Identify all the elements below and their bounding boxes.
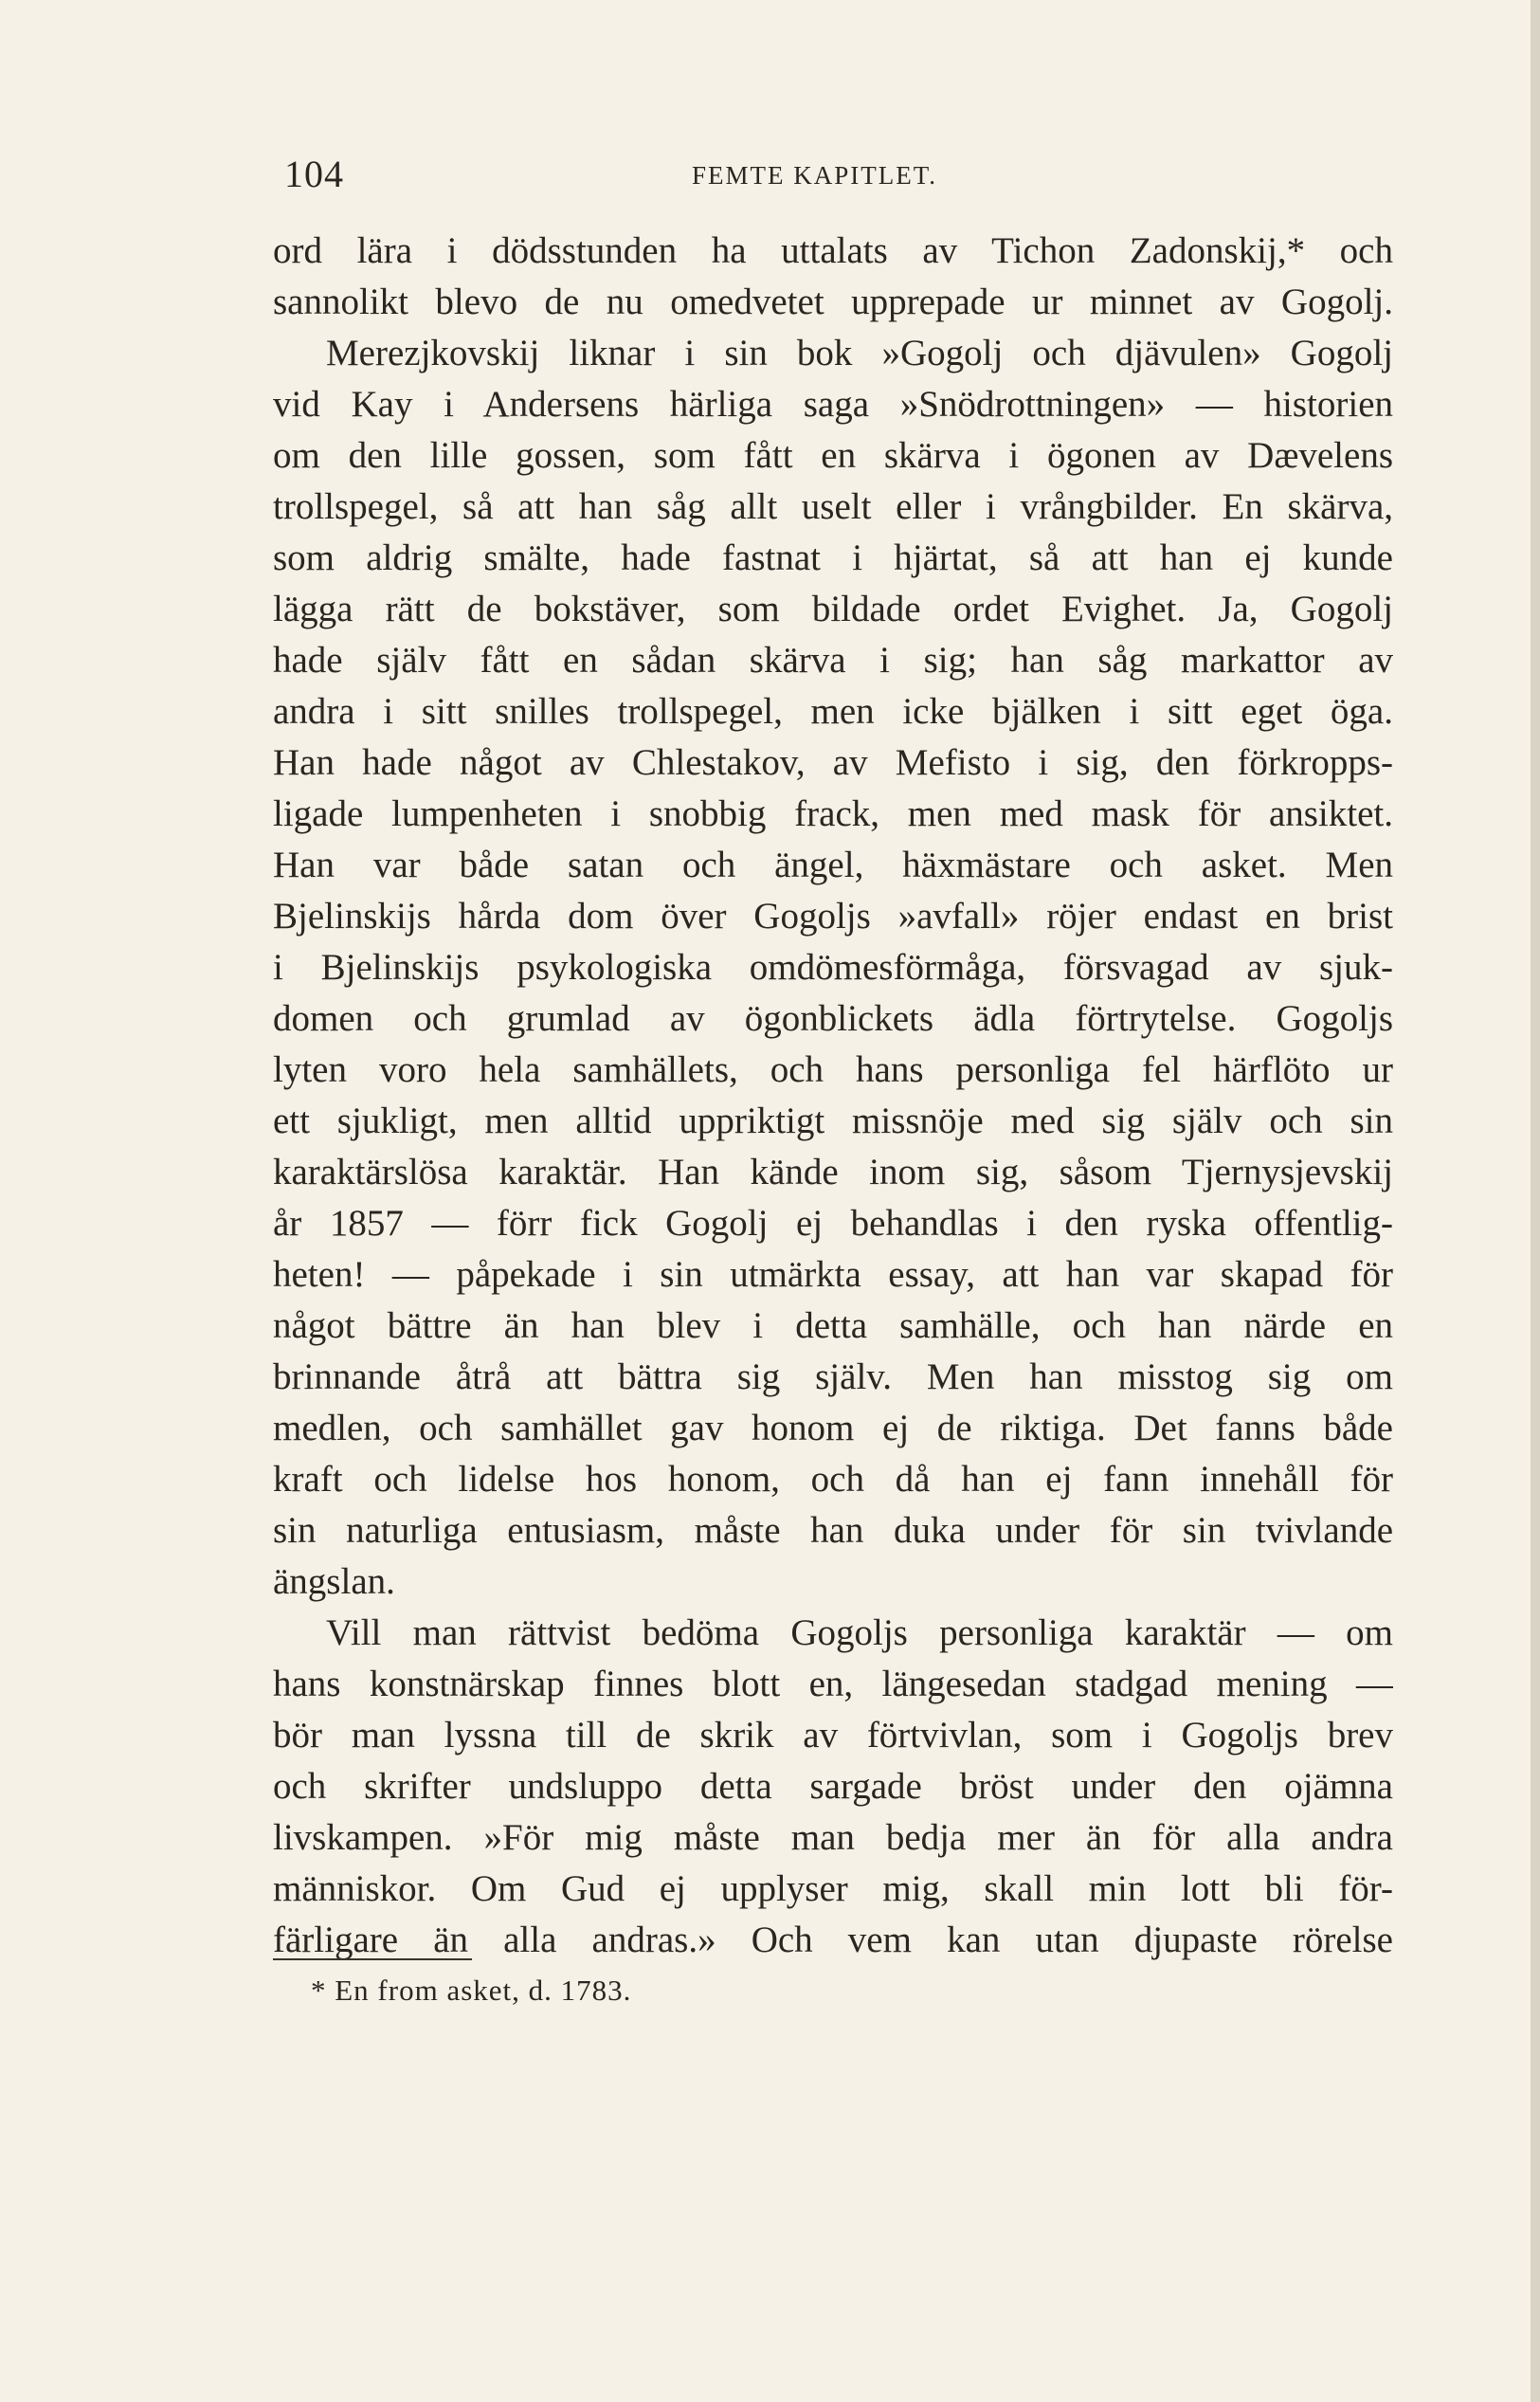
text-line: livskampen. »För mig måste man bedja mer än för alla andra <box>273 1817 1393 1858</box>
text-line: Merezjkovskij liknar i sin bok »Gogolj och djävulen» Gogolj <box>326 333 1393 373</box>
text-line: färligare än alla andras.» Och vem kan utan djupaste rörelse <box>273 1920 1393 1960</box>
text-line: Han var både satan och ängel, häxmästare och asket. Men <box>273 845 1393 885</box>
footnote: * En from asket, d. 1783. <box>311 1974 632 2007</box>
text-line: år 1857 — förr fick Gogolj ej behandlas i den ryska offentlig- <box>273 1203 1393 1244</box>
text-line: hans konstnärskap finnes blott en, längesedan stadgad mening — <box>273 1664 1393 1704</box>
text-line: ligade lumpenheten i snobbig frack, men med mask för ansiktet. <box>273 793 1393 834</box>
text-line: medlen, och samhället gav honom ej de riktiga. Det fanns både <box>273 1408 1393 1448</box>
body-text <box>273 226 1393 1966</box>
text-line: domen och grumlad av ögonblickets ädla förtrytelse. Gogoljs <box>273 998 1393 1039</box>
text-line: andra i sitt snilles trollspegel, men icke bjälken i sitt eget öga. <box>273 691 1393 732</box>
text-line: hade själv fått en sådan skärva i sig; han såg markattor av <box>273 640 1393 681</box>
text-line: som aldrig smälte, hade fastnat i hjärtat, så att han ej kunde <box>273 537 1393 578</box>
page-number: 104 <box>284 153 344 195</box>
text-line: ett sjukligt, men alltid uppriktigt missnöje med sig själv och sin <box>273 1101 1393 1141</box>
text-line: och skrifter undsluppo detta sargade bröst under den ojämna <box>273 1766 1393 1807</box>
text-line: bör man lyssna till de skrik av förtvivlan, som i Gogoljs brev <box>273 1715 1393 1756</box>
page-header <box>284 152 1403 209</box>
text-line: om den lille gossen, som fått en skärva i ögonen av Dævelens <box>273 435 1393 476</box>
text-line: karaktärslösa karaktär. Han kände inom sig, såsom Tjernysjevskij <box>273 1152 1393 1192</box>
text-line: sannolikt blevo de nu omedvetet upprepade ur minnet av Gogolj. <box>273 282 1393 322</box>
text-line: människor. Om Gud ej upplyser mig, skall min lott bli för- <box>273 1868 1393 1909</box>
text-line: vid Kay i Andersens härliga saga »Snödrottningen» — historien <box>273 384 1393 425</box>
text-line: Vill man rättvist bedöma Gogoljs personliga karaktär — om <box>326 1612 1393 1653</box>
text-line: brinnande åtrå att bättra sig själv. Men han misstog sig om <box>273 1356 1393 1397</box>
text-line: Han hade något av Chlestakov, av Mefisto i sig, den förkropps- <box>273 742 1393 783</box>
text-line: något bättre än han blev i detta samhälle, och han närde en <box>273 1305 1393 1346</box>
text-line: kraft och lidelse hos honom, och då han ej fann innehåll för <box>273 1459 1393 1500</box>
text-line: ängslan. <box>273 1561 395 1602</box>
text-line: lägga rätt de bokstäver, som bildade ordet Evighet. Ja, Gogolj <box>273 589 1393 629</box>
text-line: Bjelinskijs hårda dom över Gogoljs »avfall» röjer endast en brist <box>273 896 1393 937</box>
text-line: i Bjelinskijs psykologiska omdömesförmåga, försvagad av sjuk- <box>273 947 1393 988</box>
text-line: trollspegel, så att han såg allt uselt eller i vrångbilder. En skärva, <box>273 486 1393 527</box>
footnote-divider <box>273 1958 472 1960</box>
running-head: FEMTE KAPITLET. <box>692 161 937 190</box>
text-line: ord lära i dödsstunden ha uttalats av Tichon Zadonskij,* och <box>273 230 1393 271</box>
text-line: lyten voro hela samhällets, och hans personliga fel härflöto ur <box>273 1049 1393 1090</box>
text-line: sin naturliga entusiasm, måste han duka under för sin tvivlande <box>273 1510 1393 1551</box>
text-line: heten! — påpekade i sin utmärkta essay, att han var skapad för <box>273 1254 1393 1295</box>
